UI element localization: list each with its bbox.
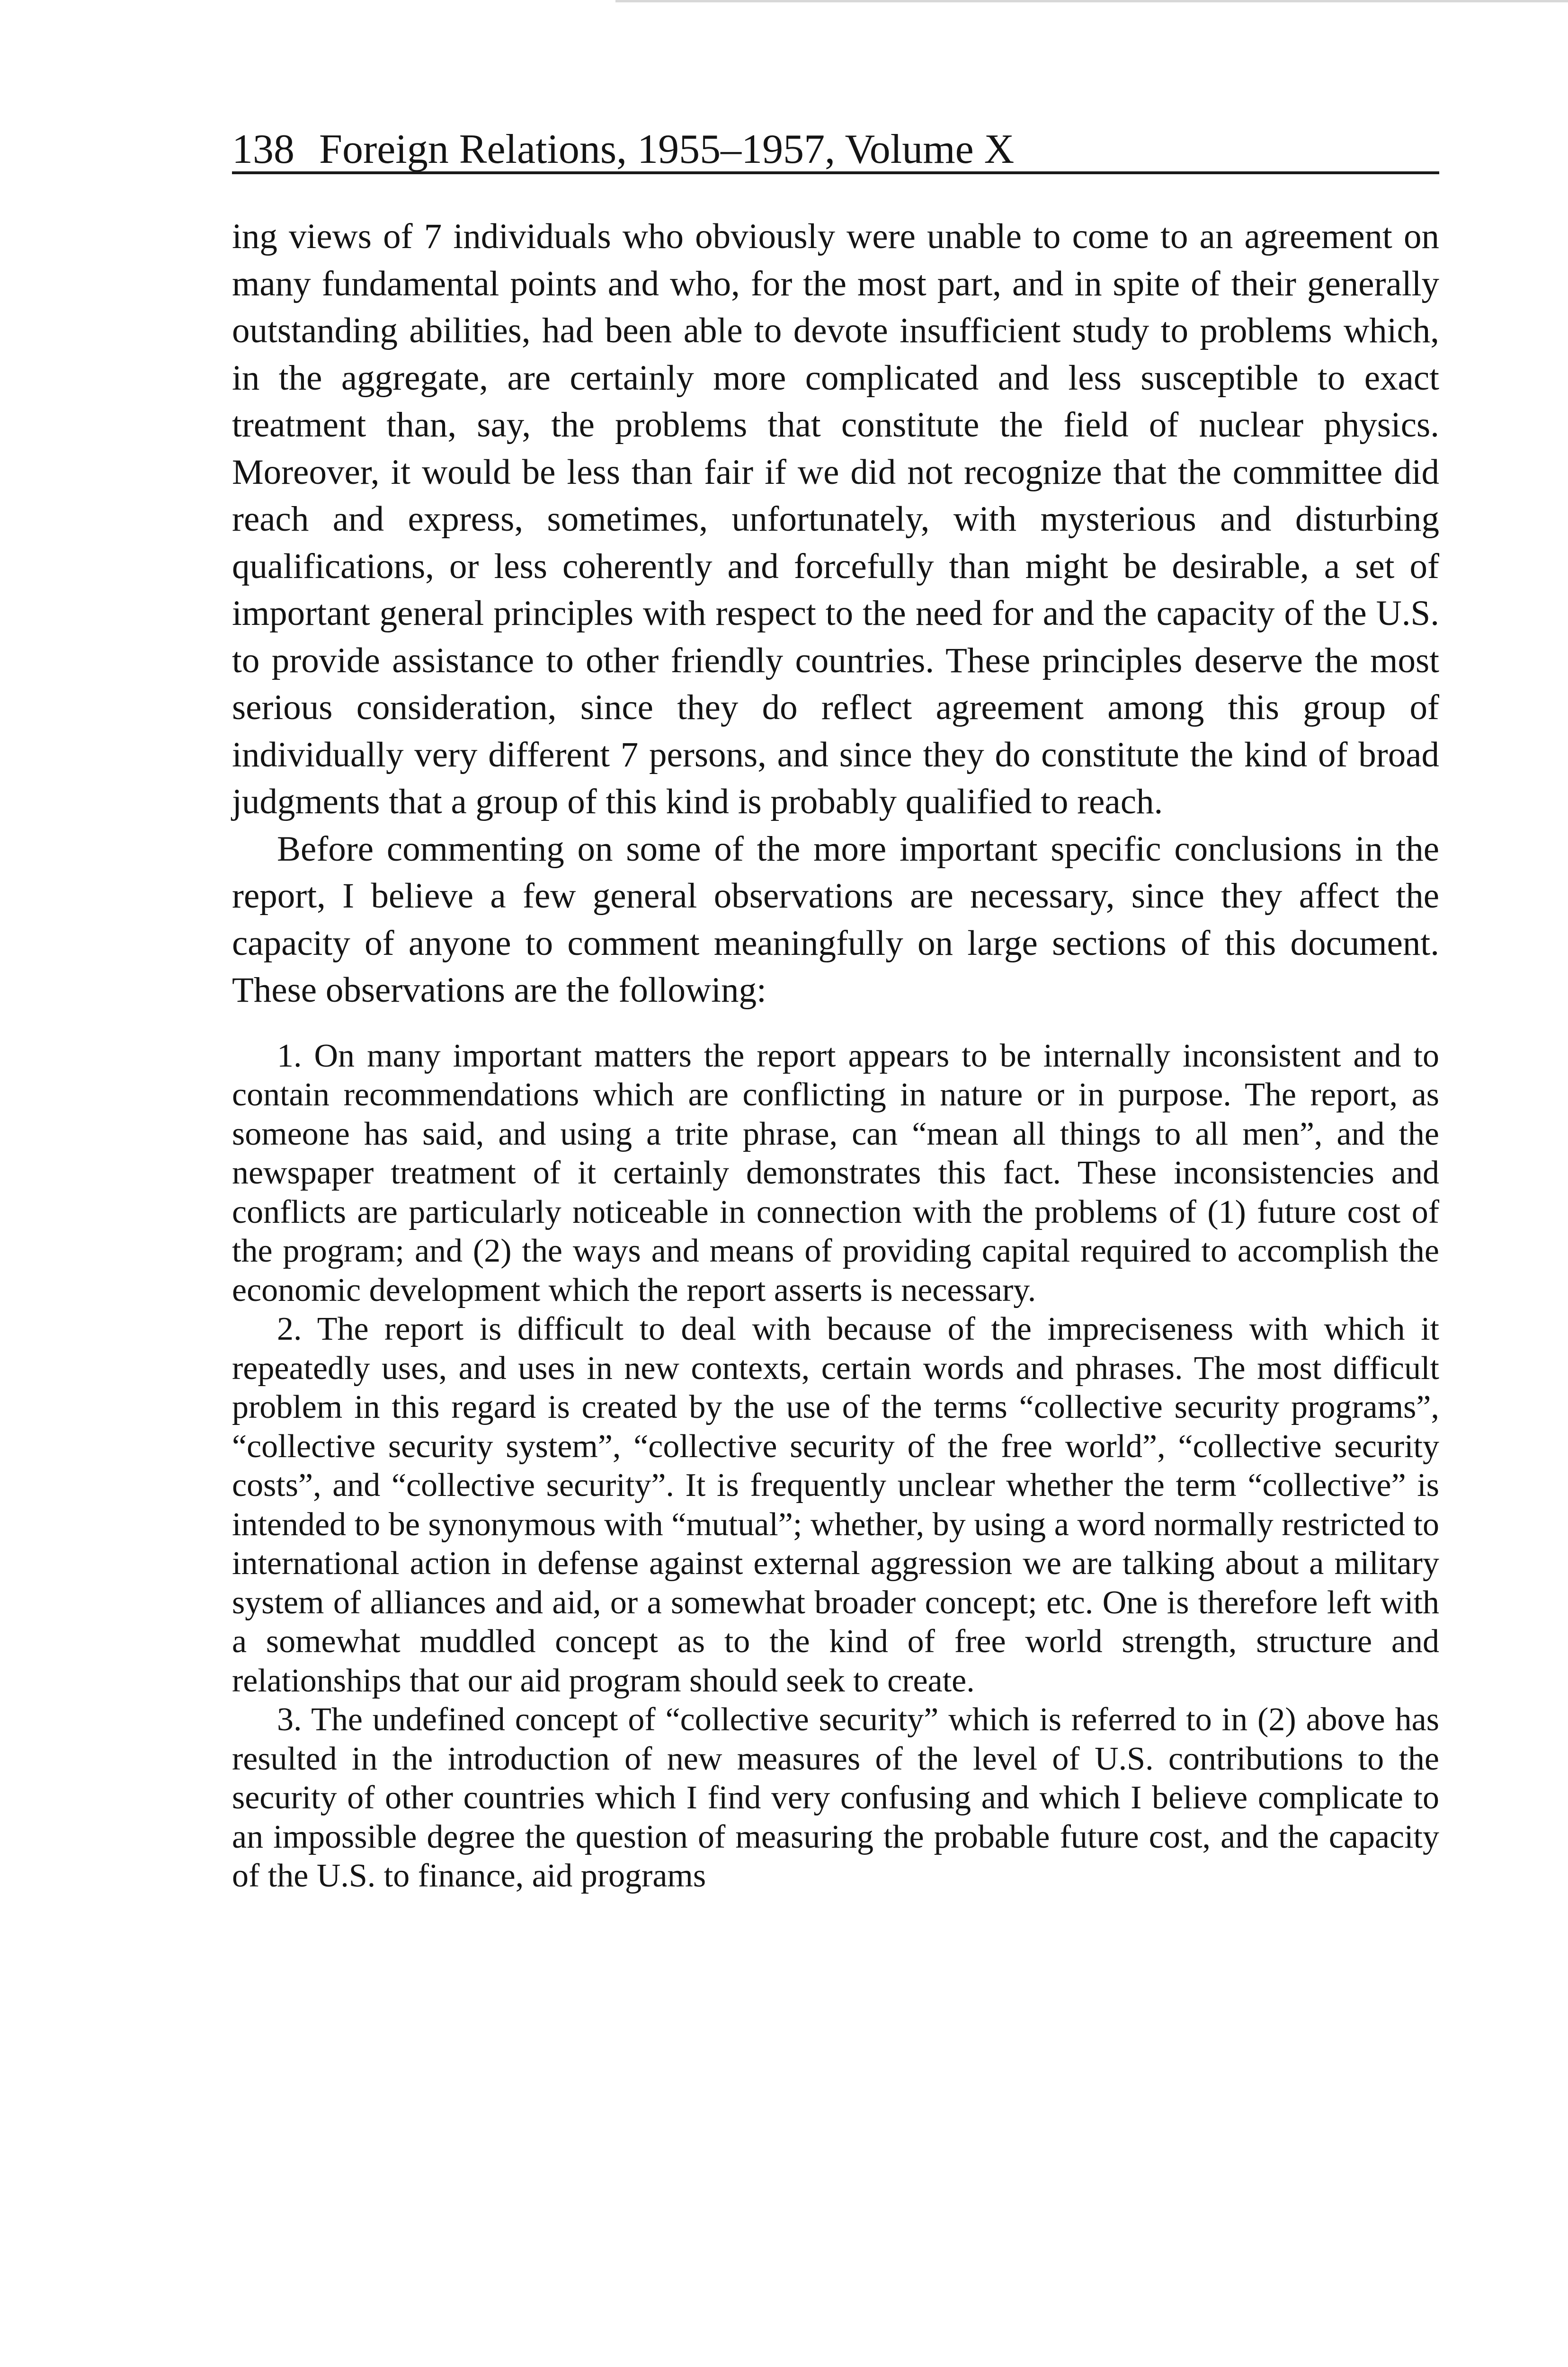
running-head	[232, 128, 1439, 174]
observations-list	[232, 1037, 1439, 1896]
body-paragraph-continued: ing views of 7 individuals who obviously were unable to come to an agreement on many fundamental points and who, for the most part, and in spite of their generally outstanding abilities, had been able to devote insufficient study to problems which, in the aggregate, are certainly more complicated and less susceptible to exact treatment than, say, the problems that constitute the field of nuclear physics. Moreover, it would be less than fair if we did not recognize that the committee did reach and express, sometimes, unfortunately, with mysterious and disturbing qualifications, or less coherently and forcefully than might be desirable, a set of important general principles with respect to the need for and the capacity of the U.S. to provide assistance to other friendly countries. These principles deserve the most serious consideration, since they do reflect agreement among this group of individually very different 7 persons, and since they do constitute the kind of broad judgments that a group of this kind is probably qualified to reach.	[232, 217, 1439, 821]
page-number: 138	[232, 126, 294, 172]
list-item-inconsistency: 1. On many important matters the report appears to be internally inconsistent and to contain recommendations which are conflicting in nature or in purpose. The report, as someone has said, and using a trite phrase, can “mean all things to all men”, and the newspaper treatment of it certainly demonstrates this fact. These inconsistencies and conflicts are particularly noticeable in connection with the problems of (1) future cost of the program; and (2) the ways and means of providing capital required to accomplish the economic development which the report asserts is necessary.	[232, 1037, 1439, 1308]
scan-edge-line	[615, 0, 1568, 2]
body-paragraph-observations: Before commenting on some of the more important specific conclusions in the report, I believe a few general observations are necessary, since they affect the capacity of anyone to comment meaningfully on large sections of this document. These observations are the following:	[232, 829, 1439, 1010]
page-body	[232, 213, 1439, 1896]
list-item-collective-security-measures: 3. The undefined concept of “collective security” which is referred to in (2) above has resulted in the introduction of new measures of the level of U.S. contributions to the security of other countries which I find very confusing and which I believe complicate to an impossible degree the question of measuring the probable future cost, and the capacity of the U.S. to finance, aid programs	[232, 1701, 1439, 1894]
list-item-imprecise-terms: 2. The report is difficult to deal with because of the impreciseness with which it repeatedly uses, and uses in new contexts, certain words and phrases. The most difficult problem in this regard is created by the use of the terms “collective security programs”, “collective security system”, “collective security of the free world”, “collective security costs”, and “collective security”. It is frequently unclear whether the term “collective” is intended to be synonymous with “mutual”; whether, by using a word normally restricted to international action in defense against external aggression we are talking about a military system of alliances and aid, or a somewhat broader concept; etc. One is therefore left with a somewhat muddled concept as to the kind of free world strength, structure and relationships that our aid program should seek to create.	[232, 1311, 1439, 1699]
running-title: Foreign Relations, 1955–1957, Volume X	[319, 126, 1015, 172]
